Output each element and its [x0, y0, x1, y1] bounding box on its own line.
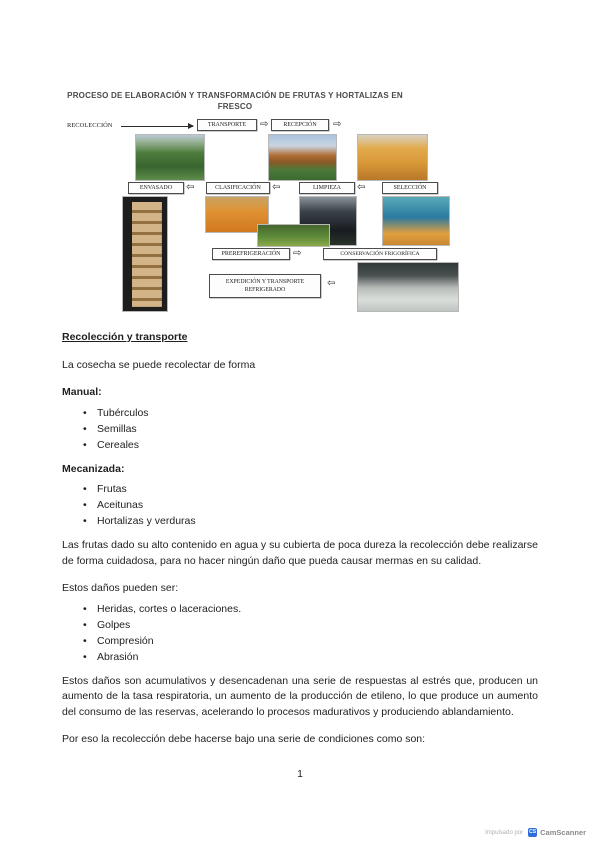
list-item: • Tubérculos [62, 405, 538, 421]
list-item: • Compresión [62, 633, 538, 649]
powered-by-label: Impulsado por [485, 829, 524, 836]
camscanner-watermark [485, 828, 586, 837]
photo-cold-storage [357, 262, 459, 312]
list-item: • Heridas, cortes o laceraciones. [62, 601, 538, 617]
list-item: • Golpes [62, 617, 538, 633]
node-conservacion-frigorifica: CONSERVACIÓN FRIGORÍFICA [323, 248, 437, 260]
process-flow-diagram [65, 90, 465, 320]
list-item: • Semillas [62, 421, 538, 437]
section-heading: Recolección y transporte [62, 331, 188, 343]
photo-green-produce [257, 224, 330, 247]
arrow-left-icon: ⇦ [186, 182, 195, 193]
damages-label: Estos daños pueden ser: [62, 582, 179, 594]
node-expedicion-line1: EXPEDICIÓN Y TRANSPORTE [225, 279, 305, 285]
photo-packed-pallets [122, 196, 168, 312]
list-item: • Hortalizas y verduras [62, 513, 538, 529]
node-expedicion [209, 274, 321, 298]
list-item: • Aceitunas [62, 497, 538, 513]
photo-field-harvest [135, 134, 205, 181]
arrow-right-icon: ⇨ [333, 119, 342, 130]
arrow-right-icon [121, 126, 193, 127]
intro-text: La cosecha se puede recolectar de forma [62, 358, 256, 371]
node-limpieza: LIMPIEZA [299, 182, 355, 194]
mecanizada-label: Mecanizada: [62, 462, 125, 475]
paragraph-conditions: Por eso la recolección debe hacerse bajo una serie de condiciones como son: [62, 733, 426, 745]
photo-selection-line [382, 196, 450, 246]
diagram-title-line2: FRESCO [217, 102, 253, 111]
manual-list [62, 405, 538, 453]
arrow-left-icon: ⇦ [327, 278, 336, 289]
document-body [62, 330, 538, 760]
node-expedicion-line2: REFRIGERADO [244, 287, 286, 293]
page-number: 1 [297, 768, 303, 780]
camscanner-brand: CamScanner [540, 828, 586, 837]
node-clasificacion: CLASIFICACIÓN [206, 182, 270, 194]
arrow-left-icon: ⇦ [357, 182, 366, 193]
node-recoleccion: RECOLECCIÓN [67, 122, 113, 129]
node-seleccion: SELECCIÓN [382, 182, 438, 194]
diagram-title-line1: PROCESO DE ELABORACIÓN Y TRANSFORMACIÓN DE FRUTAS Y HORTALIZAS EN [67, 91, 403, 100]
node-transporte: TRANSPORTE [197, 119, 257, 131]
photo-harvest-machine [268, 134, 337, 181]
list-item: • Cereales [62, 437, 538, 453]
mecanizada-list [62, 481, 538, 529]
paragraph-care: Las frutas dado su alto contenido en agua y su cubierta de poca dureza la recolección debe realizarse de forma cuidadosa, para no hacer ningún daño que pueda causar mermas en su calidad. [62, 539, 538, 567]
arrow-left-icon: ⇦ [272, 182, 281, 193]
manual-label: Manual: [62, 386, 102, 398]
node-envasado: ENVASADO [128, 182, 184, 194]
node-prerefrigeracion: PREREFRIGERACIÓN [212, 248, 290, 260]
paragraph-stress: Estos daños son acumulativos y desencadenan una serie de respuestas al estrés que, producen un aumento de la tasa respiratoria, un aumento de la producción de etileno, lo que produce un aumento del consumo de las reservas, acelerando lo procesos madurativos y produciendo ablandamiento. [62, 674, 538, 718]
diagram-title [65, 90, 405, 112]
list-item: • Frutas [62, 481, 538, 497]
camscanner-icon: CS [529, 829, 537, 835]
photo-reception-crates [357, 134, 428, 181]
list-item: • Abrasión [62, 649, 538, 665]
arrow-right-icon: ⇨ [293, 248, 302, 259]
arrow-right-icon: ⇨ [260, 119, 269, 130]
damages-list [62, 601, 538, 665]
node-recepcion: RECEPCIÓN [271, 119, 329, 131]
